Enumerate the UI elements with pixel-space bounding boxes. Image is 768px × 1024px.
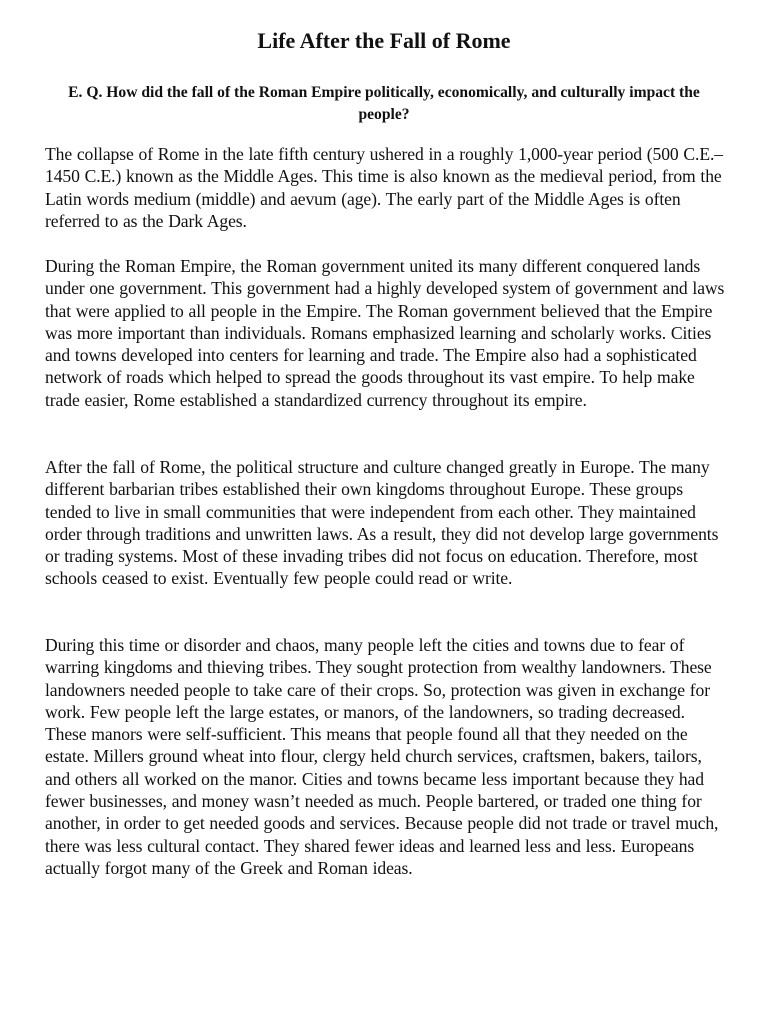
paragraph-manors: During this time or disorder and chaos, many people left the cities and towns due to fear of warring kingdoms and thieving tribes. They sought protection from wealthy landowners. These landowners needed people to take care of their crops. So, protection was given in exchange for work. Few people left the large estates, or manors, of the landowners, so trading decreased. These manors were self-sufficient. This means that people found all that they needed on the estate. Millers ground wheat into flour, clergy held church services, craftsmen, bakers, tailors, and others all worked on the manor. Cities and towns became less important because they had fewer businesses, and money wasn’t needed as much. People bartered, or traded one thing for another, in order to get needed goods and services. Because people did not trade or travel much, there was less cultural contact. They shared fewer ideas and learned less and less. Europeans actually forgot many of the Greek and Roman ideas. (45, 635, 719, 878)
essential-question: E. Q. How did the fall of the Roman Empire politically, economically, and culturally impact the people? (68, 84, 700, 123)
paragraph-after-fall: After the fall of Rome, the political structure and culture changed greatly in Europe. The many different barbarian tribes established their own kingdoms throughout Europe. These groups tended to live in small communities that were independent from each other. They maintained order through traditions and unwritten laws. As a result, they did not develop large governments or trading systems. Most of these invading tribes did not focus on education. Therefore, most schools ceased to exist. Eventually few people could read or write. (45, 457, 719, 589)
paragraph-roman-empire: During the Roman Empire, the Roman government united its many different conquered lands under one government. This government had a highly developed system of government and laws that were applied to all people in the Empire. The Roman government believed that the Empire was more important than individuals. Romans emphasized learning and scholarly works. Cities and towns developed into centers for learning and trade. The Empire also had a sophisticated network of roads which helped to spread the goods throughout its vast empire. To help make trade easier, Rome established a standardized currency throughout its empire. (45, 256, 725, 410)
paragraph-middle-ages: The collapse of Rome in the late fifth century ushered in a roughly 1,000-year period (500 C.E.–1450 C.E.) known as the Middle Ages. This time is also known as the medieval period, from the Latin words medium (middle) and aevum (age). The early part of the Middle Ages is often referred to as the Dark Ages. (45, 144, 724, 231)
page-title: Life After the Fall of Rome (257, 28, 511, 53)
